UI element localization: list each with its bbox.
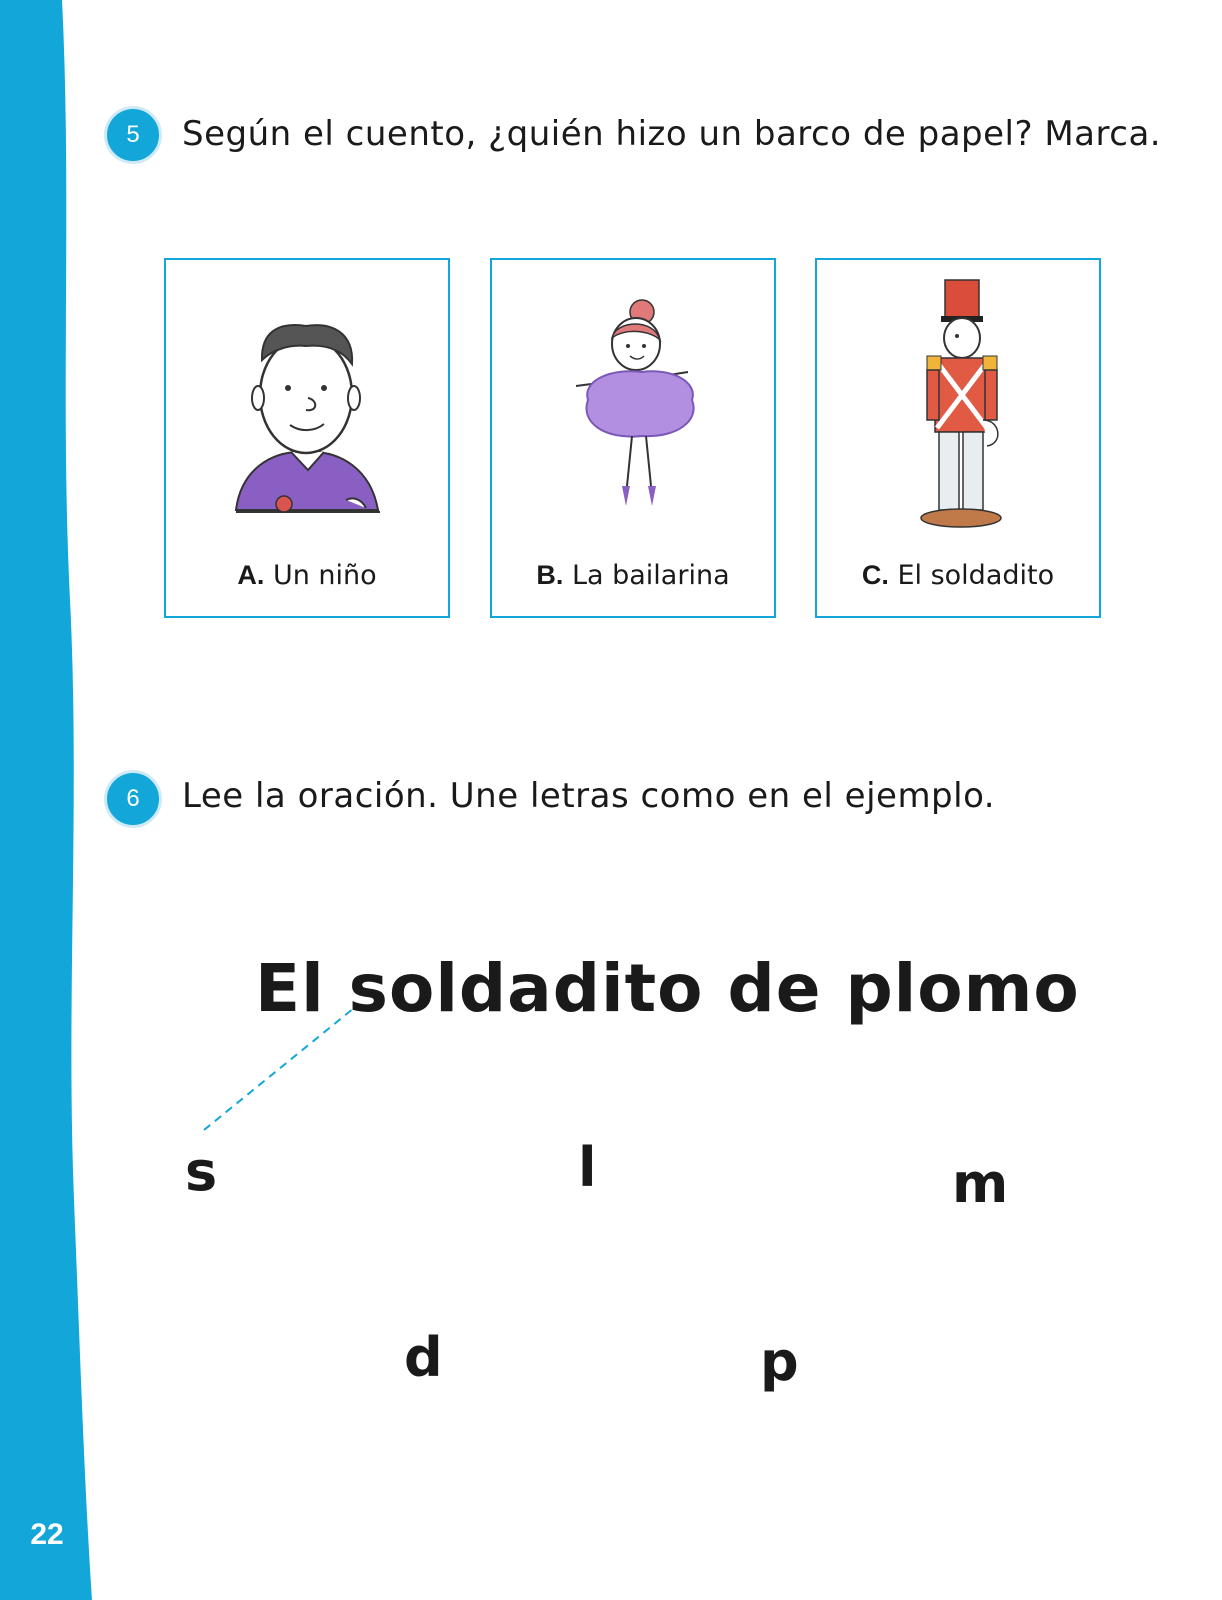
- letter-d[interactable]: d: [404, 1326, 443, 1389]
- page-number: 22: [30, 1518, 64, 1551]
- letter-l[interactable]: l: [578, 1136, 597, 1199]
- sentence: El soldadito de plomo: [255, 950, 1080, 1027]
- option-a-label: A. Un niño: [237, 560, 377, 591]
- letter-s[interactable]: s: [185, 1140, 218, 1203]
- question-5-badge: 5: [104, 106, 162, 164]
- option-c-label: C. El soldadito: [861, 560, 1055, 591]
- question-5-prompt: Según el cuento, ¿quién hizo un barco de papel? Marca.: [182, 114, 1162, 154]
- question-6-badge: 6: [104, 770, 162, 828]
- letter-m[interactable]: m: [952, 1152, 1009, 1215]
- option-b-label: B. La bailarina: [536, 560, 730, 591]
- question-6-prompt: Lee la oración. Une letras como en el ejemplo.: [182, 776, 996, 816]
- letter-p[interactable]: p: [760, 1330, 799, 1393]
